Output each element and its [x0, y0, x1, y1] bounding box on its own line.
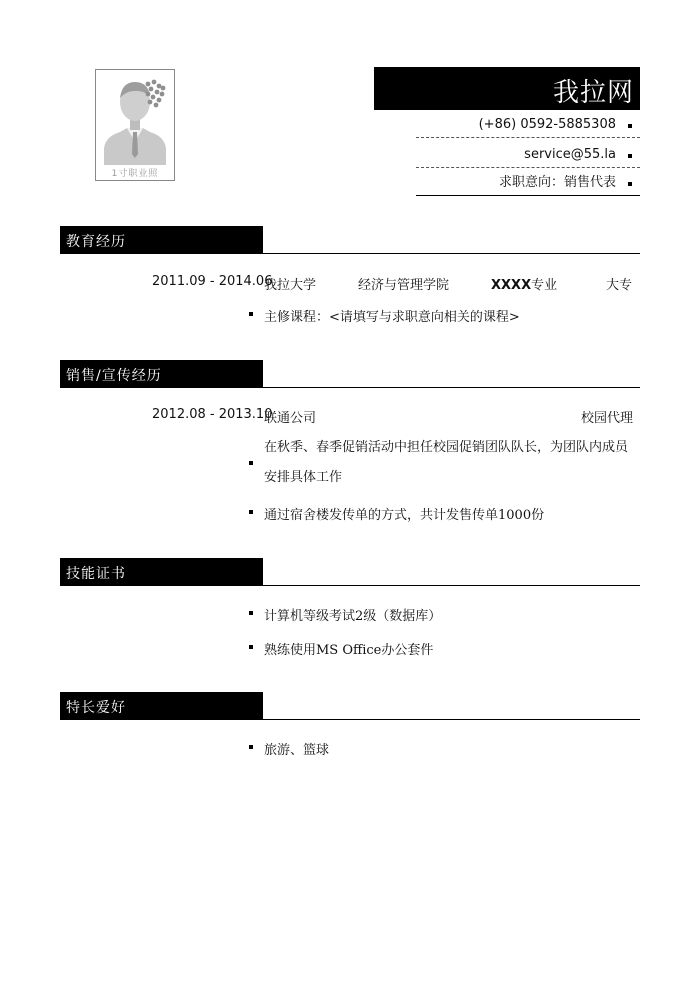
company-name: 联通公司 — [264, 411, 317, 426]
hobby-item-1: 旅游、篮球 — [264, 743, 330, 758]
phone-row — [416, 111, 640, 138]
section-title: 教育经历 — [66, 234, 126, 250]
education-date: 2011.09 - 2014.06 — [152, 274, 273, 289]
bullet-icon — [249, 312, 253, 316]
college-name: 经济与管理学院 — [358, 278, 450, 293]
skill-item-2: 熟练使用MS Office办公套件 — [264, 643, 434, 658]
bullet-icon — [249, 611, 253, 615]
section-divider — [60, 387, 640, 388]
applicant-name: 我拉网 — [552, 78, 634, 108]
photo-label: 1寸职业照 — [111, 169, 159, 179]
email-address: service@55.la — [524, 147, 616, 162]
courses-text: 主修课程：<请填写与求职意向相关的课程> — [264, 310, 520, 325]
section-header-skills — [60, 558, 263, 585]
major — [491, 274, 557, 293]
intention-row — [416, 169, 640, 196]
job-role: 校园代理 — [581, 411, 634, 426]
section-divider — [60, 253, 640, 254]
section-divider — [60, 585, 640, 586]
sales-date: 2012.08 - 2013.10 — [152, 407, 273, 422]
profile-photo — [95, 69, 175, 181]
bullet-icon — [628, 154, 632, 158]
bullet-icon — [628, 124, 632, 128]
section-header-sales — [60, 360, 263, 387]
bullet-icon — [249, 461, 253, 465]
major-name: XXXX — [491, 278, 532, 293]
email-row — [416, 141, 640, 168]
section-header-education — [60, 226, 263, 253]
name-banner — [374, 67, 640, 110]
bullet-icon — [249, 510, 253, 514]
bullet-icon — [249, 645, 253, 649]
section-divider — [60, 719, 640, 720]
section-title: 特长爱好 — [66, 700, 126, 716]
phone-number: (+86) 0592-5885308 — [478, 117, 616, 132]
bullet-icon — [249, 745, 253, 749]
major-suffix: 专业 — [531, 278, 558, 293]
school-name: 我拉大学 — [264, 278, 317, 293]
job-intention: 求职意向：销售代表 — [498, 175, 616, 190]
sales-item-1: 在秋季、春季促销活动中担任校园促销团队队长，为团队内成员安排具体工作 — [264, 440, 629, 485]
sales-item-2: 通过宿舍楼发传单的方式，共计发售传单1000份 — [264, 508, 545, 523]
degree: 大专 — [606, 278, 633, 293]
section-title: 技能证书 — [66, 566, 126, 582]
skill-item-1: 计算机等级考试2级（数据库） — [264, 609, 442, 624]
bullet-icon — [628, 182, 632, 186]
section-title: 销售/宣传经历 — [66, 368, 162, 384]
person-silhouette-icon — [96, 70, 174, 165]
section-header-hobbies — [60, 692, 263, 719]
